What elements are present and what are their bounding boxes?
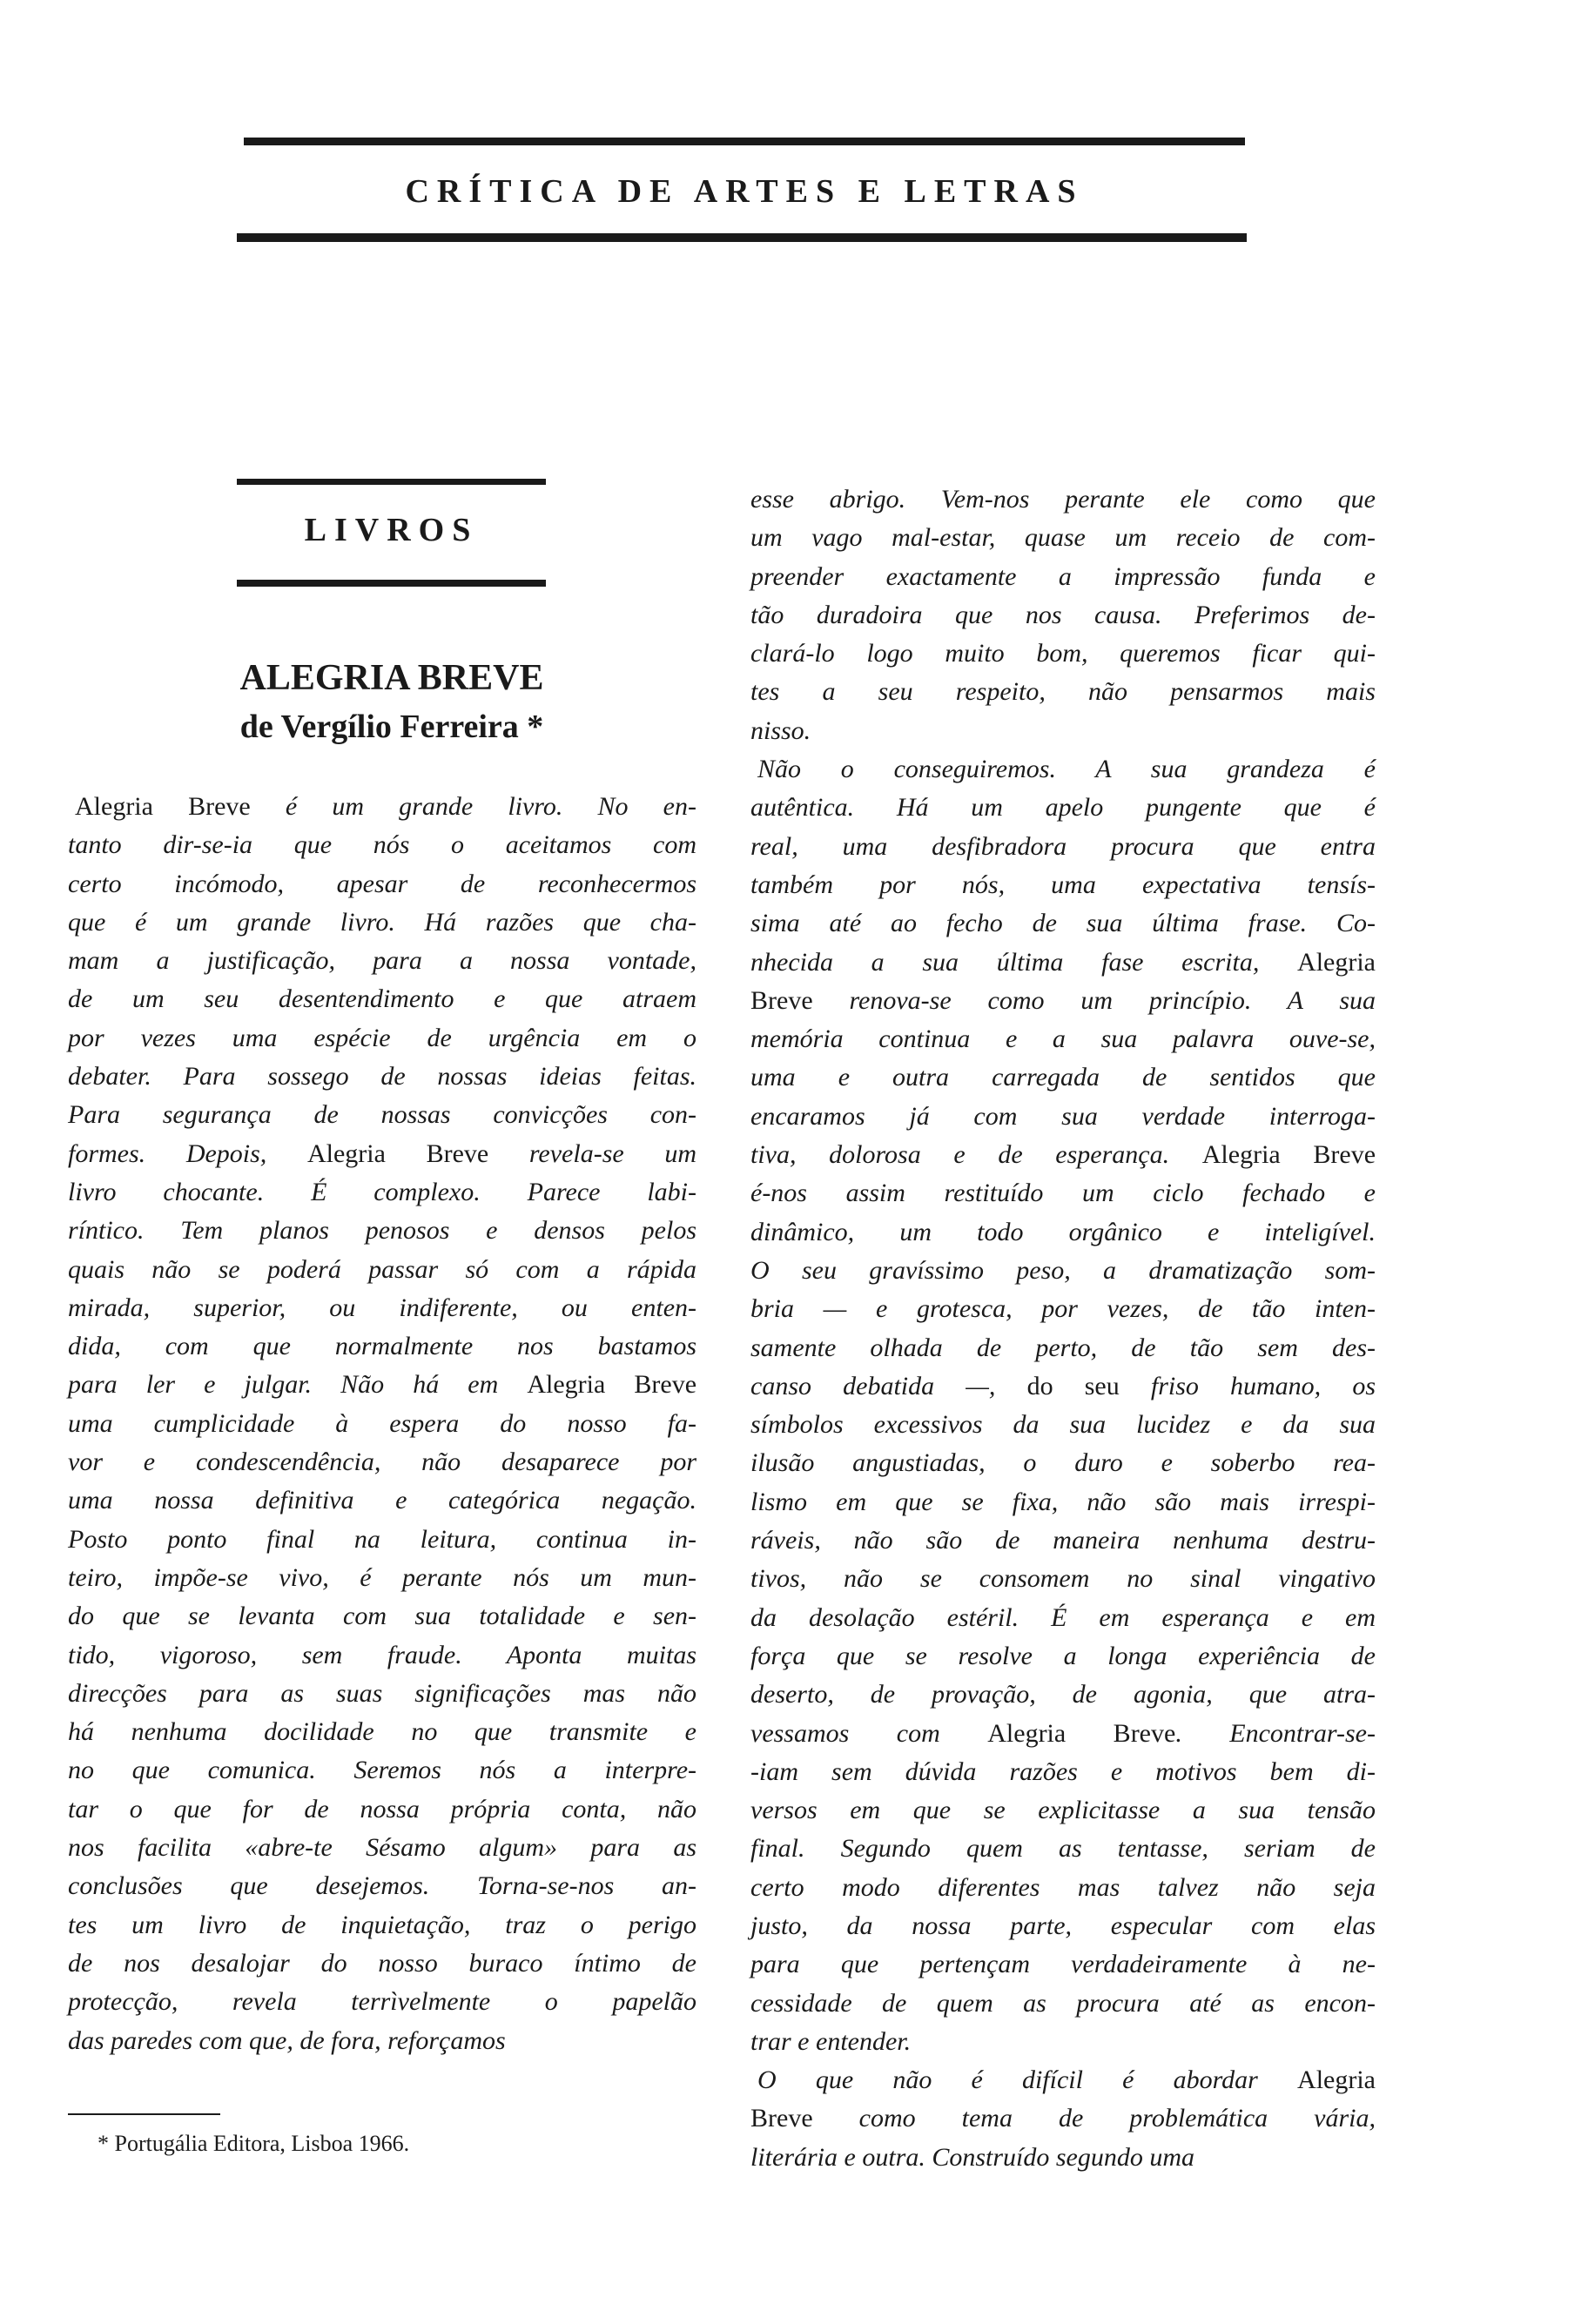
italic-text: tes um livro de inquietação, traz o perigo [68,1910,696,1939]
italic-text: renova-se como um princípio. A sua [812,985,1376,1015]
text-line [68,1289,696,1327]
roman-text: Alegria Breve [1201,1140,1376,1170]
text-line [750,1599,1376,1637]
text-line [750,1020,1376,1058]
italic-text: final. Segundo quem as tentasse, seriam de [750,1834,1376,1864]
italic-text: sima até ao fecho de sua última frase. Co- [750,909,1376,938]
text-line [750,673,1376,711]
italic-text: Para segurança de nossas convicções con- [68,1100,696,1130]
italic-text: clará-lo logo muito bom, queremos ficar qui- [750,639,1376,668]
text-line [750,944,1376,982]
text-line [68,1751,696,1790]
text-line [68,1173,696,1212]
text-line [750,1869,1376,1907]
italic-text: de nos desalojar do nosso buraco íntimo de [68,1948,696,1978]
italic-text: símbolos excessivos da sua lucidez e da sua [750,1410,1376,1440]
text-line [750,519,1376,557]
italic-text: tanto dir-se-ia que nós o aceitamos com [68,830,696,860]
header-rule-bottom [237,233,1247,242]
italic-text: conclusões que desejemos. Torna-se-nos an- [68,1871,696,1901]
italic-text: nhecida a sua última fase escrita, [750,947,1298,977]
italic-text: Não o conseguiremos. A sua grandeza é [757,755,1376,784]
footnote: * Portugália Editora, Lisboa 1966. [98,2131,410,2156]
footnote-rule [68,2113,220,2115]
text-line [68,1906,696,1945]
italic-text: justo, da nossa parte, especular com elas [750,1911,1376,1940]
italic-text: deserto, de provação, de agonia, que atra- [750,1680,1376,1709]
text-line [68,1597,696,1636]
italic-text: versos em que se explicitasse a sua tensão [750,1796,1376,1825]
text-line [750,1753,1376,1791]
italic-text: é um grande livro. No en- [285,792,696,821]
italic-text: Posto ponto final na leitura, continua in- [68,1524,696,1554]
italic-text: cessidade de quem as procura até as encon- [750,1988,1376,2018]
text-line [750,2099,1376,2138]
italic-text: é-nos assim restituído um ciclo fechado e [750,1179,1376,1208]
italic-text: mirada, superior, ou indiferente, ou enten- [68,1293,696,1322]
italic-text: tivos, não se consomem no sinal vingativo [750,1564,1376,1594]
text-line [68,788,696,826]
italic-text: lismo em que se fixa, não são mais irrespi- [750,1487,1376,1516]
article-subtitle: de Vergílio Ferreira * [239,709,544,745]
text-line [750,1907,1376,1945]
text-line [68,1405,696,1443]
text-line [68,1443,696,1481]
text-line [750,1058,1376,1097]
roman-text: Alegria Breve [987,1718,1176,1748]
italic-text: protecção, revela terrìvelmente o papelão [68,1987,696,2017]
text-line [68,1135,696,1173]
text-line [750,1367,1376,1406]
italic-text: para que pertençam verdadeiramente à ne- [750,1950,1376,1979]
italic-text: certo modo diferentes mas talvez não seja [750,1872,1376,1902]
text-line [68,1366,696,1404]
italic-text: tão duradoira que nos causa. Preferimos de- [750,600,1376,629]
text-line [68,1058,696,1096]
italic-text: esse abrigo. Vem-nos perante ele como que [750,485,1376,514]
italic-text: que é um grande livro. Há razões que cha- [68,907,696,937]
italic-text: -iam sem dúvida razões e motivos bem di- [750,1756,1376,1786]
text-line [750,1174,1376,1212]
text-line [68,1096,696,1134]
text-line [750,712,1376,750]
italic-text: ríntico. Tem planos penosos e densos pelos [68,1216,696,1246]
italic-text: . Encontrar-se- [1175,1718,1376,1748]
roman-text: Alegria Breve [306,1138,489,1168]
text-line [750,1483,1376,1521]
text-line [750,904,1376,943]
text-line [750,1521,1376,1560]
italic-text: como tema de problemática vária, [812,2104,1376,2133]
roman-text: Alegria Breve [75,792,286,821]
italic-text: do que se levanta com sua totalidade e sen- [68,1602,696,1631]
text-line [68,826,696,864]
text-line [68,1983,696,2021]
text-line [750,480,1376,519]
text-line [750,1676,1376,1714]
italic-text: friso humano, os [1119,1371,1376,1400]
italic-text: ráveis, não são de maneira nenhuma destru- [750,1526,1376,1555]
text-line [750,1945,1376,1984]
text-line [750,750,1376,789]
text-line [750,1290,1376,1328]
roman-text: Breve [750,2104,813,2133]
italic-text: no que comunica. Seremos nós a interpre- [68,1756,696,1785]
text-line [750,1406,1376,1444]
text-line [68,1636,696,1675]
text-line [750,982,1376,1020]
text-line [750,2139,1376,2177]
italic-text: vessamos com [750,1718,988,1748]
text-line [750,558,1376,596]
italic-text: teiro, impõe-se vivo, é perante nós um mun- [68,1562,696,1592]
section-rule-bottom [237,580,546,587]
text-line [750,1715,1376,1753]
text-line [68,2022,696,2060]
italic-text: de um seu desentendimento e que atraem [68,984,696,1014]
italic-text: mam a justificação, para a nossa vontade, [68,946,696,976]
roman-text: Alegria Breve [527,1370,697,1400]
text-line [68,865,696,903]
text-line [68,1675,696,1713]
text-line [750,866,1376,904]
text-line [68,1867,696,1905]
text-line [750,1985,1376,2023]
text-line [68,903,696,942]
italic-text: autêntica. Há um apelo pungente que é [750,793,1376,823]
italic-text: vor e condescendência, não desaparece por [68,1447,696,1477]
text-line [750,828,1376,866]
text-line [68,1945,696,1983]
italic-text: força que se resolve a longa experiência de [750,1641,1376,1670]
italic-text: bria — e grotesca, por vezes, de tão inten- [750,1294,1376,1324]
italic-text: livro chocante. É complexo. Parece labi- [68,1177,696,1206]
text-line [750,596,1376,635]
italic-text: tido, vigoroso, sem fraude. Aponta muitas [68,1640,696,1669]
text-line [750,789,1376,827]
italic-text: há nenhuma docilidade no que transmite e [68,1717,696,1747]
italic-text: formes. Depois, [68,1138,307,1168]
italic-text: literária e outra. Construído segundo uma [750,2142,1195,2172]
text-line [750,1560,1376,1598]
italic-text: trar e entender. [750,2026,912,2056]
article-title: ALEGRIA BREVE [239,658,544,698]
article-column-left [68,788,696,2060]
italic-text: nisso. [750,715,811,745]
section-rule-top [237,479,546,485]
roman-text: Breve [750,985,813,1015]
text-line [750,2023,1376,2061]
italic-text: para ler e julgar. Não há em [68,1370,528,1400]
italic-text: por vezes uma espécie de urgência em o [68,1023,696,1052]
text-line [750,1252,1376,1290]
italic-text: tes a seu respeito, não pensarmos mais [750,677,1376,707]
text-line [750,1791,1376,1830]
roman-text: Alegria [1297,947,1376,977]
italic-text: samente olhada de perto, de tão sem des- [750,1333,1376,1362]
italic-text: uma cumplicidade à espera do nosso fa- [68,1408,696,1438]
italic-text: preender exactamente a impressão funda e [750,561,1376,591]
text-line [68,980,696,1018]
italic-text: quais não se poderá passar só com a rápida [68,1254,696,1284]
text-line [68,1251,696,1289]
italic-text: direcções para as suas significações mas não [68,1678,696,1708]
italic-text: das paredes com que, de fora, reforçamos [68,2025,506,2055]
italic-text: da desolação estéril. É em esperança e em [750,1602,1376,1632]
text-line [750,1213,1376,1252]
section-title: LIVROS [304,512,479,548]
text-line [750,1136,1376,1174]
page-header-title: CRÍTICA DE ARTES E LETRAS [405,173,1084,210]
italic-text: O seu gravíssimo peso, a dramatização som- [750,1255,1376,1285]
italic-text: dinâmico, um todo orgânico e inteligível. [750,1217,1376,1246]
text-line [750,635,1376,673]
italic-text: canso debatida —, [750,1371,1027,1400]
text-line [750,2061,1376,2099]
text-line [750,1830,1376,1868]
roman-text: do seu [1026,1371,1120,1400]
text-line [68,942,696,980]
text-line [68,1790,696,1829]
italic-text: encaramos já com sua verdade interroga- [750,1101,1376,1131]
italic-text: tiva, dolorosa e de esperança. [750,1140,1202,1170]
text-line [750,1637,1376,1676]
italic-text: um vago mal-estar, quase um receio de com- [750,523,1376,553]
text-line [68,1481,696,1520]
italic-text: nos facilita «abre-te Sésamo algum» para as [68,1833,696,1863]
italic-text: real, uma desfibradora procura que entra [750,831,1376,861]
text-line [750,1329,1376,1367]
italic-text: certo incómodo, apesar de reconhecermos [68,869,696,898]
text-line [750,1098,1376,1136]
italic-text: tar o que for de nossa própria conta, não [68,1794,696,1824]
italic-text: dida, com que normalmente nos bastamos [68,1332,696,1361]
italic-text: O que não é difícil é abordar [757,2065,1298,2095]
italic-text: uma e outra carregada de sentidos que [750,1063,1376,1092]
italic-text: debater. Para sossego de nossas ideias feitas. [68,1062,696,1091]
text-line [68,1019,696,1058]
italic-text: uma nossa definitiva e categórica negação. [68,1486,696,1515]
text-line [68,1829,696,1867]
text-line [68,1212,696,1250]
text-line [68,1559,696,1597]
italic-text: ilusão angustiadas, o duro e soberbo rea- [750,1448,1376,1478]
article-column-right [750,480,1376,2177]
text-line [68,1713,696,1751]
roman-text: Alegria [1297,2065,1376,2095]
italic-text: também por nós, uma expectativa tensís- [750,870,1376,899]
header-rule-top [244,138,1245,145]
text-line [68,1521,696,1559]
italic-text: memória continua e a sua palavra ouve-se, [750,1024,1376,1054]
text-line [68,1327,696,1366]
italic-text: revela-se um [488,1138,697,1168]
text-line [750,1444,1376,1482]
